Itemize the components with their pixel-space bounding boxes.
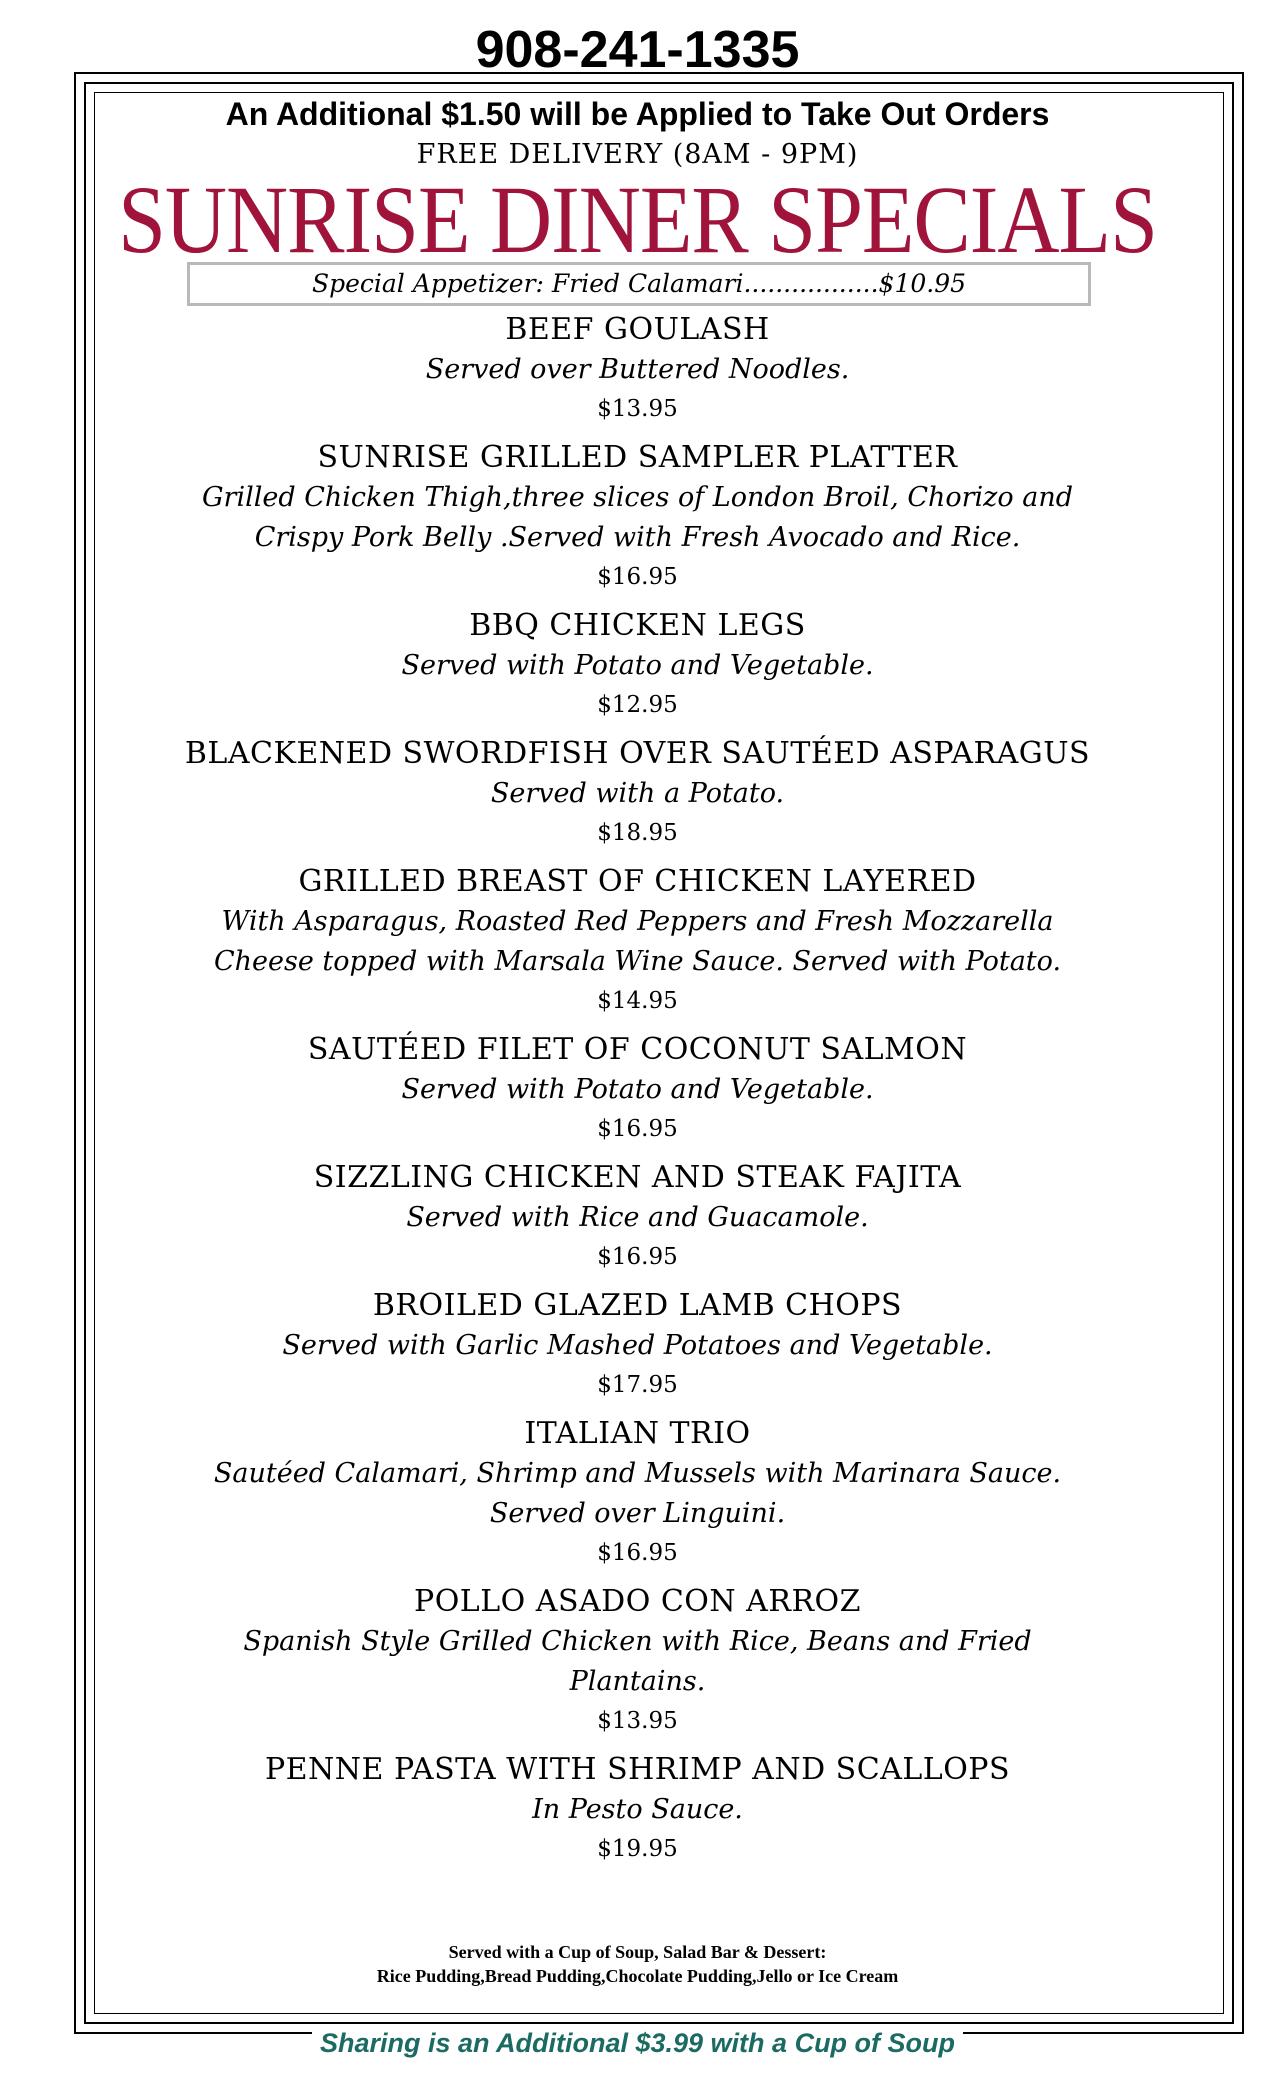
- special-item-penne-pasta: [160, 1750, 1115, 1868]
- sharing-note-text: Sharing is an Additional $3.99 with a Cup of Soup: [312, 2028, 963, 2058]
- special-price: $13.95: [597, 396, 678, 422]
- special-price: $16.95: [597, 1540, 678, 1566]
- special-description: Grilled Chicken Thigh,three slices of London Broil, Chorizo and: [201, 482, 1073, 513]
- special-item-lamb-chops: [160, 1286, 1115, 1404]
- special-description: Spanish Style Grilled Chicken with Rice, Beans and Fried: [243, 1626, 1032, 1657]
- special-item-pollo-asado: [160, 1582, 1115, 1740]
- special-price: $18.95: [597, 820, 678, 846]
- special-description: Served with Rice and Guacamole.: [406, 1202, 869, 1233]
- special-name: BROILED GLAZED LAMB CHOPS: [372, 1288, 903, 1323]
- special-item-blackened-swordfish: [160, 734, 1115, 852]
- special-name: POLLO ASADO CON ARROZ: [414, 1584, 861, 1619]
- special-description: Served with Garlic Mashed Potatoes and Vegetable.: [282, 1330, 993, 1361]
- special-price: $16.95: [597, 1244, 678, 1270]
- special-item-italian-trio: [160, 1414, 1115, 1572]
- special-name: GRILLED BREAST OF CHICKEN LAYERED: [298, 864, 977, 899]
- special-price: $13.95: [597, 1708, 678, 1734]
- special-description: Served with a Potato.: [490, 778, 785, 809]
- special-price: $17.95: [597, 1372, 678, 1398]
- special-description: Served with Potato and Vegetable.: [401, 650, 874, 681]
- included-sides-line-1: Served with a Cup of Soup, Salad Bar & Dessert:: [448, 1942, 827, 1962]
- special-description: Cheese topped with Marsala Wine Sauce. Served with Potato.: [213, 946, 1062, 977]
- special-description: In Pesto Sauce.: [532, 1794, 743, 1825]
- special-name: SIZZLING CHICKEN AND STEAK FAJITA: [313, 1160, 962, 1195]
- special-description: Sautéed Calamari, Shrimp and Mussels with Marinara Sauce.: [213, 1458, 1062, 1489]
- special-item-bbq-chicken-legs: [160, 606, 1115, 724]
- special-item-grilled-breast-of-chicken: [160, 862, 1115, 1020]
- special-description: Plantains.: [569, 1666, 706, 1697]
- included-sides-note: [0, 1940, 1275, 1988]
- special-item-sampler-platter: [160, 438, 1115, 596]
- special-price: $12.95: [597, 692, 678, 718]
- special-price: $16.95: [597, 1116, 678, 1142]
- special-description: With Asparagus, Roasted Red Peppers and Fresh Mozzarella: [221, 906, 1054, 937]
- takeout-note: [0, 94, 1275, 134]
- special-price: $14.95: [597, 988, 678, 1014]
- special-item-beef-goulash: [160, 310, 1115, 428]
- delivery-note: FREE DELIVERY (8AM - 9PM): [416, 139, 859, 170]
- special-name: PENNE PASTA WITH SHRIMP AND SCALLOPS: [264, 1752, 1011, 1787]
- special-appetizer-box: Special Appetizer: Fried Calamari.................$10.95: [187, 262, 1091, 306]
- special-description: Served over Linguini.: [489, 1498, 786, 1529]
- special-item-fajita: [160, 1158, 1115, 1276]
- special-item-coconut-salmon: [160, 1030, 1115, 1148]
- special-name: SUNRISE GRILLED SAMPLER PLATTER: [317, 440, 958, 475]
- special-name: BEEF GOULASH: [505, 312, 770, 347]
- specials-list: [160, 310, 1115, 1878]
- special-name: ITALIAN TRIO: [524, 1416, 751, 1451]
- special-description: Crispy Pork Belly .Served with Fresh Avocado and Rice.: [254, 522, 1021, 553]
- special-price: $19.95: [597, 1836, 678, 1862]
- phone-number: 908-241-1335: [475, 21, 800, 79]
- special-price: $16.95: [597, 564, 678, 590]
- included-sides-line-2: Rice Pudding,Bread Pudding,Chocolate Pudding,Jello or Ice Cream: [376, 1966, 899, 1986]
- special-name: BBQ CHICKEN LEGS: [469, 608, 806, 643]
- sharing-note: [0, 2026, 1275, 2060]
- special-name: SAUTÉED FILET OF COCONUT SALMON: [307, 1032, 968, 1067]
- takeout-note-text: An Additional $1.50 will be Applied to Take Out Orders: [220, 96, 1056, 132]
- special-name: BLACKENED SWORDFISH OVER SAUTÉED ASPARAGUS: [184, 736, 1091, 771]
- special-description: Served with Potato and Vegetable.: [401, 1074, 874, 1105]
- special-description: Served over Buttered Noodles.: [425, 354, 850, 385]
- menu-title: SUNRISE DINER SPECIALS: [118, 165, 1157, 274]
